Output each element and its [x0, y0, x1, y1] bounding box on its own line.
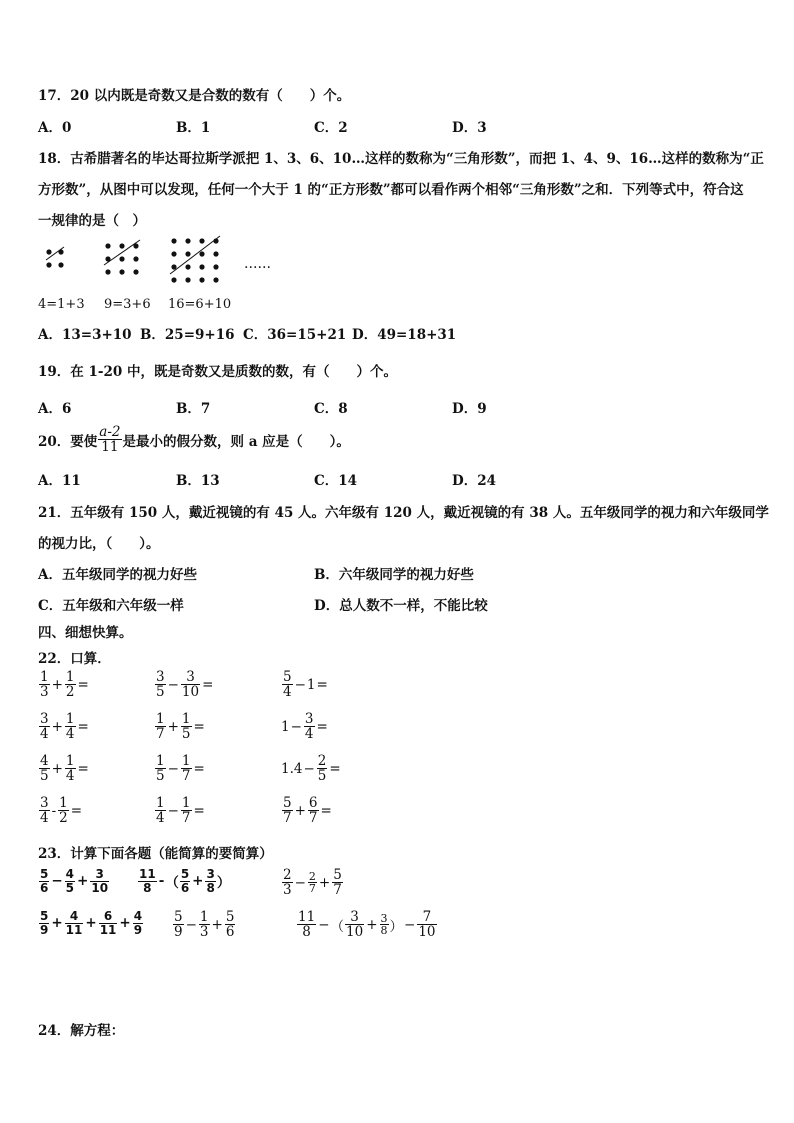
- question-19: 19．在 1-20 中，既是奇数又是质数的数，有（ ）个。: [38, 364, 397, 380]
- q23-item-2: $\frac{11}{8}$ - （ $\frac{5}{6}$ + $\frac{3}{8}$ ）: [139, 867, 231, 895]
- q22-item-6: 1 − $\frac{3}{4}$ =: [281, 711, 328, 743]
- q23-item-1: $\frac{5}{6}$ − $\frac{4}{5}$ + $\frac{3}{10}$: [40, 867, 109, 895]
- fraction: $\frac{3}{8}$: [380, 911, 388, 938]
- q19-option-b: B．7: [176, 401, 211, 417]
- fraction: $\frac{11}{8}$: [298, 909, 316, 941]
- q22-item-5: $\frac{1}{7}$ + $\frac{1}{5}$ =: [156, 711, 205, 743]
- q19-option-a: A．6: [38, 401, 72, 417]
- q22-item-7: $\frac{4}{5}$ + $\frac{1}{4}$ =: [40, 753, 89, 785]
- question-20: [38, 425, 350, 454]
- fraction: $\frac{3}{5}$: [156, 669, 165, 701]
- q23-item-5: $\frac{5}{9}$ − $\frac{1}{3}$ + $\frac{5}{6}$: [174, 909, 235, 941]
- question-23-title: 23．计算下面各题（能简算的要简算）: [38, 846, 273, 862]
- figure-caption-16: 16=6+10: [168, 297, 232, 312]
- fraction: $\frac{6}{7}$: [308, 795, 318, 827]
- figure-9-dots: [104, 240, 140, 275]
- question-18-line1: 18．古希腊著名的毕达哥拉斯学派把 1、3、6、10…这样的数称为“三角形数”，而把 1、4、9、16…这样的数称为“正: [38, 151, 764, 167]
- fraction: $\frac{4}{5}$: [65, 867, 75, 895]
- fraction: $\frac{4}{5}$: [40, 753, 49, 785]
- section-4-heading: 四、细想快算。: [38, 625, 133, 641]
- figure-ellipsis: ……: [244, 256, 271, 272]
- fraction: $\frac{1}{7}$: [181, 753, 191, 785]
- q22-item-1: $\frac{1}{3}$ + $\frac{1}{2}$ =: [40, 669, 89, 701]
- q20-fraction: $\frac{a-2}{11}$: [99, 424, 121, 456]
- figure-caption-4: 4=1+3: [38, 297, 85, 312]
- q22-item-12: $\frac{5}{7}$ + $\frac{6}{7}$ =: [283, 795, 332, 827]
- fraction: $\frac{3}{10}$: [91, 867, 109, 895]
- fraction: $\frac{5}{6}$: [40, 867, 49, 895]
- question-21-line2: 的视力比，（ ）。: [38, 536, 160, 552]
- fraction: $\frac{1}{4}$: [65, 753, 75, 785]
- q22-item-9: 1.4 − $\frac{2}{5}$ =: [281, 753, 341, 785]
- fraction: $\frac{1}{7}$: [156, 711, 165, 743]
- fraction: $\frac{7}{10}$: [418, 909, 436, 941]
- fraction: $\frac{3}{4}$: [40, 795, 49, 827]
- fraction: $\frac{2}{7}$: [308, 869, 316, 896]
- fraction: $\frac{2}{5}$: [317, 753, 327, 785]
- q19-option-d: D．9: [452, 401, 487, 417]
- q23-item-3: $\frac{2}{3}$ − $\frac{2}{7}$ + $\frac{5}{7}$: [283, 867, 342, 899]
- fraction: $\frac{1}{4}$: [65, 711, 75, 743]
- q18-option-b: B．25=9+16: [140, 327, 235, 343]
- fraction: $\frac{2}{3}$: [283, 867, 292, 899]
- fraction: $\frac{5}{7}$: [283, 795, 292, 827]
- q18-option-a: A．13=3+10: [38, 327, 132, 343]
- q20-option-b: B．13: [176, 473, 220, 489]
- fraction: $\frac{1}{3}$: [199, 909, 209, 941]
- fraction: $\frac{3}{10}$: [181, 669, 200, 701]
- q21-option-a: A．五年级同学的视力好些: [38, 567, 197, 583]
- fraction: $\frac{3}{4}$: [304, 711, 314, 743]
- fraction: $\frac{3}{10}$: [346, 909, 364, 941]
- q22-item-4: $\frac{3}{4}$ + $\frac{1}{4}$ =: [40, 711, 89, 743]
- q18-option-d: D．49=18+31: [352, 327, 457, 343]
- q20-option-d: D．24: [452, 473, 496, 489]
- q21-option-d: D．总人数不一样，不能比较: [314, 598, 488, 614]
- q22-item-2: $\frac{3}{5}$ − $\frac{3}{10}$ =: [156, 669, 214, 701]
- q20-option-c: C．14: [314, 473, 358, 489]
- fraction: $\frac{3}{4}$: [40, 711, 49, 743]
- q22-item-3: $\frac{5}{4}$ − 1 =: [283, 669, 328, 701]
- fraction: $\frac{1}{5}$: [181, 711, 191, 743]
- fraction: $\frac{5}{7}$: [333, 867, 342, 899]
- fraction: $\frac{5}{6}$: [225, 909, 235, 941]
- figure-4-dots: [46, 247, 64, 268]
- fraction: $\frac{11}{8}$: [139, 867, 156, 895]
- question-21-line1: 21．五年级有 150 人，戴近视镜的有 45 人。六年级有 120 人，戴近视镜的有 38 人。五年级同学的视力和六年级同学: [38, 505, 769, 521]
- fraction: $\frac{1}{5}$: [156, 753, 165, 785]
- q20-prefix: 20．要使: [38, 433, 98, 450]
- fraction: $\frac{6}{11}$: [99, 909, 117, 937]
- q21-option-b: B．六年级同学的视力好些: [314, 567, 474, 583]
- q22-item-10: $\frac{3}{4}$ - $\frac{1}{2}$ =: [40, 795, 83, 827]
- fraction: $\frac{4}{9}$: [133, 909, 143, 937]
- figure-16-dots: [170, 236, 220, 283]
- fraction: $\frac{3}{8}$: [206, 867, 215, 895]
- q20-suffix: 是最小的假分数，则 a 应是（ ）。: [122, 433, 350, 450]
- fraction: $\frac{1}{4}$: [156, 795, 165, 827]
- question-18-line3: 一规律的是（ ）: [38, 213, 146, 229]
- q18-option-c: C．36=15+21: [243, 327, 347, 343]
- q22-item-11: $\frac{1}{4}$ − $\frac{1}{7}$ =: [156, 795, 205, 827]
- question-22-title: 22．口算．: [38, 651, 111, 667]
- figure-caption-9: 9=3+6: [104, 297, 151, 312]
- fraction: $\frac{5}{9}$: [174, 909, 183, 941]
- question-18-line2: 方形数”，从图中可以发现，任何一个大于 1 的“正方形数”都可以看作两个相邻“三角形数”之和．下列等式中，符合这: [38, 182, 744, 198]
- fraction: $\frac{1}{2}$: [59, 795, 68, 827]
- fraction: $\frac{4}{11}$: [65, 909, 83, 937]
- q20-option-a: A．11: [38, 473, 81, 489]
- q22-item-8: $\frac{1}{5}$ − $\frac{1}{7}$ =: [156, 753, 205, 785]
- q23-item-4: $\frac{5}{9}$ + $\frac{4}{11}$ + $\frac{6}{11}$ + $\frac{4}{9}$: [40, 909, 143, 937]
- fraction: $\frac{1}{7}$: [181, 795, 191, 827]
- fraction: $\frac{5}{9}$: [40, 909, 49, 937]
- fraction: $\frac{5}{6}$: [180, 867, 190, 895]
- q17-option-d: D．3: [452, 120, 487, 136]
- fraction: $\frac{5}{4}$: [283, 669, 292, 701]
- q21-option-c: C．五年级和六年级一样: [38, 598, 184, 614]
- q19-option-c: C．8: [314, 401, 348, 417]
- q23-item-6: $\frac{11}{8}$ − （ $\frac{3}{10}$ + $\frac{3}{8}$ ） − $\frac{7}{10}$: [298, 909, 436, 941]
- q17-option-a: A．0: [38, 120, 72, 136]
- question-17: 17．20 以内既是奇数又是合数的数有（ ）个。: [38, 88, 351, 104]
- q17-option-b: B．1: [176, 120, 211, 136]
- q17-option-c: C．2: [314, 120, 348, 136]
- question-24-title: 24．解方程：: [38, 1023, 125, 1039]
- fraction: $\frac{1}{3}$: [40, 669, 49, 701]
- fraction: $\frac{1}{2}$: [65, 669, 75, 701]
